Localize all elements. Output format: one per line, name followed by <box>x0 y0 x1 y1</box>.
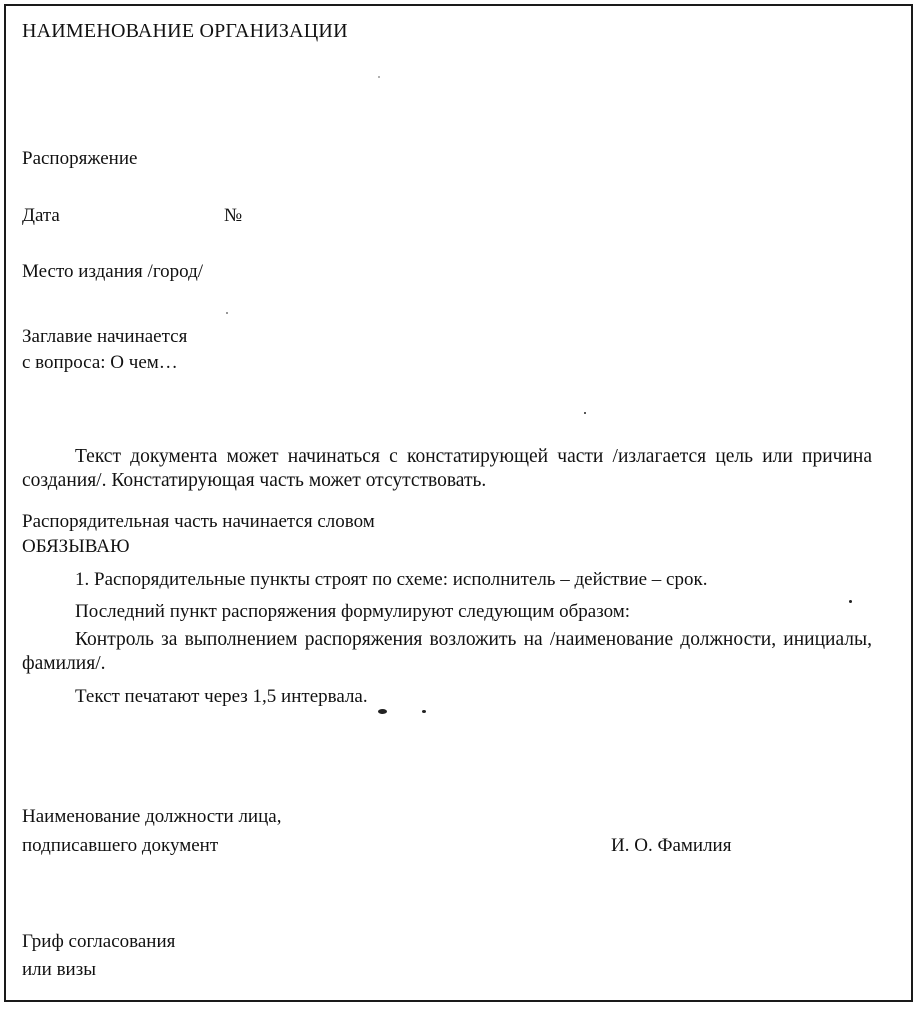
signatory-position-line-1: Наименование должности лица, <box>22 806 282 827</box>
administrative-part-start: Распорядительная часть начинается словом <box>22 511 375 532</box>
last-point-note: Последний пункт распоряжения формулируют следующим образом: <box>75 601 631 622</box>
scan-speck <box>378 709 387 714</box>
scan-speck <box>849 600 852 603</box>
scan-speck <box>422 710 426 713</box>
signatory-position-line-2: подписавшего документ <box>22 835 219 856</box>
signatory-name: И. О. Фамилия <box>611 835 732 856</box>
approval-stamp-line-2: или визы <box>22 959 96 980</box>
organization-name: НАИМЕНОВАНИЕ ОРГАНИЗАЦИИ <box>22 20 348 42</box>
obligate-word: ОБЯЗЫВАЮ <box>22 536 130 557</box>
place-of-issue: Место издания /город/ <box>22 261 204 282</box>
approval-stamp-line-1: Гриф согласования <box>22 931 176 952</box>
title-line-2: с вопроса: О чем… <box>22 352 178 373</box>
control-paragraph: Контроль за выполнением распоряжения возложить на /наименование должности, инициалы, фамилия/. <box>22 629 872 674</box>
document-page <box>4 4 913 1002</box>
spacing-note: Текст печатают через 1,5 интервала. <box>75 686 368 707</box>
scan-speck <box>584 412 586 414</box>
title-line-1: Заглавие начинается <box>22 326 188 347</box>
document-type: Распоряжение <box>22 148 138 169</box>
point-1: 1. Распорядительные пункты строят по схеме: исполнитель – действие – срок. <box>75 569 708 590</box>
date-label: Дата <box>22 205 60 226</box>
scan-speck <box>378 76 380 78</box>
intro-paragraph: Текст документа может начинаться с констатирующей части /излагается цель или причина создания/. Констатирующая часть может отсутствовать. <box>22 446 872 491</box>
number-label: № <box>224 205 243 226</box>
scan-speck <box>226 312 228 314</box>
